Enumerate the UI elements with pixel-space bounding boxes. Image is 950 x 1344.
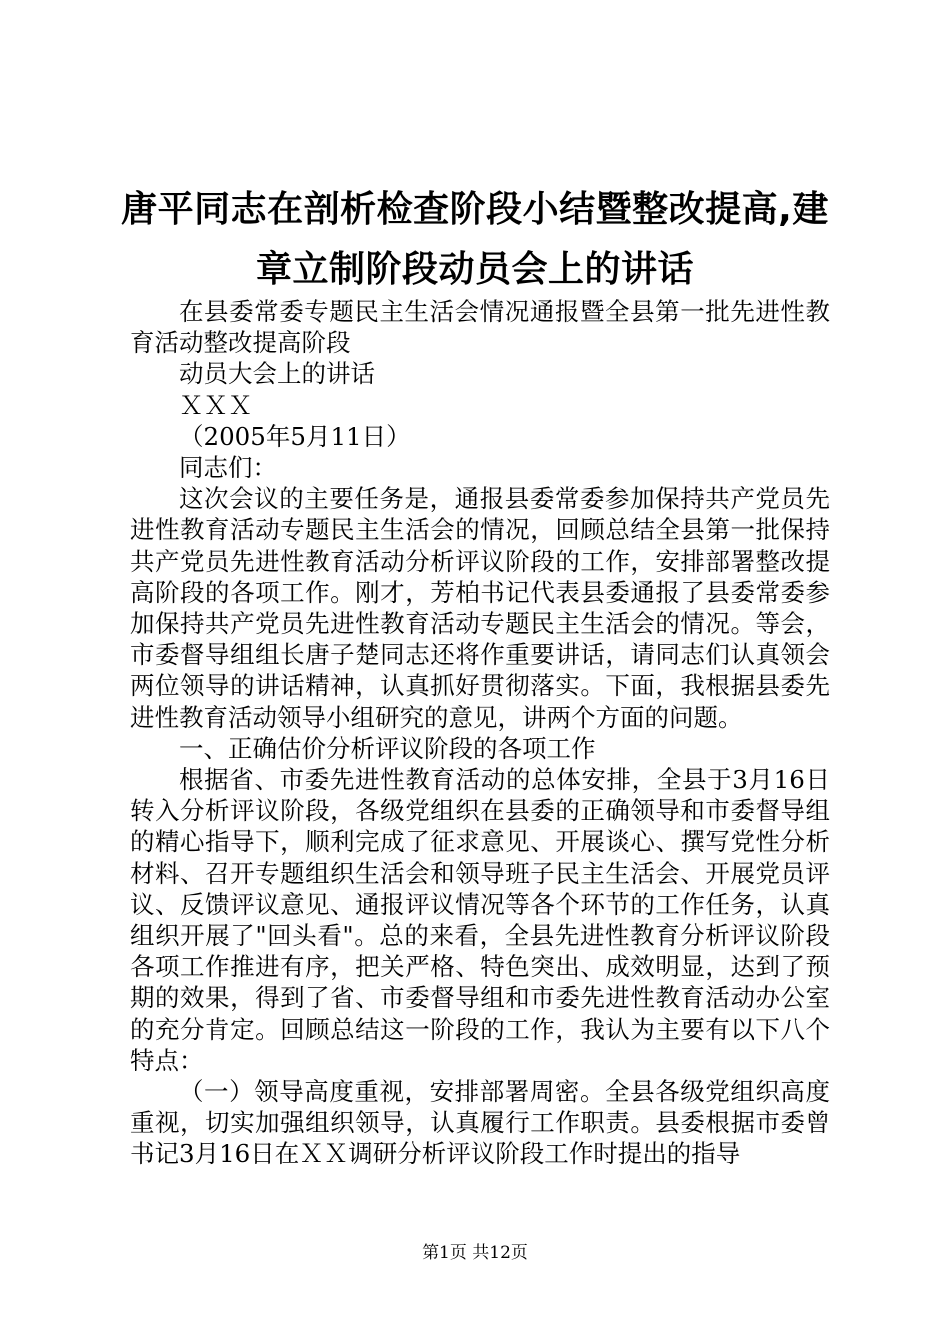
speaker-name: ＸＸＸ [179,390,253,420]
speech-date: （2005年5月11日） [179,421,411,451]
section-heading: 一、正确估价分析评议阶段的各项工作 [179,733,596,763]
body-paragraph: 根据省、市委先进性教育活动的总体安排，全县于3月16日转入分析评议阶段，各级党组织在县委的正确领导和市委督导组的精心指导下，顺利完成了征求意见、开展谈心、撰写党性分析材料、召开专题组织生活会和领导班子民主生活会、开展党员评议、反馈评议意见、通报评议情况等各个环节的工作任务，认真组织开展了"回头看"。总的来看，全县先进性教育分析评议阶段各项工作推进有序，把关严格、特色突出、成效明显，达到了预期的效果，得到了省、市委督导组和市委先进性教育活动办公室的充分肯定。回顾总结这一阶段的工作，我认为主要有以下八个特点： [130,765,830,1075]
speech-heading-continuation: 动员大会上的讲话 [179,359,375,389]
speech-heading-paragraph: 在县委常委专题民主生活会情况通报暨全县第一批先进性教育活动整改提高阶段 [130,297,830,358]
salutation: 同志们： [179,453,277,483]
document-title-line-1: 唐平同志在剖析检查阶段小结暨整改提高,建 [121,189,829,230]
page-number-footer: 第1页 共12页 [422,1243,528,1263]
body-paragraph: （一）领导高度重视，安排部署周密。全县各级党组织高度重视，切实加强组织领导，认真履行工作职责。县委根据市委曾书记3月16日在ＸＸ调研分析评议阶段工作时提出的指导 [130,1077,830,1169]
body-paragraph: 这次会议的主要任务是，通报县委常委参加保持共产党员先进性教育活动专题民主生活会的情况，回顾总结全县第一批保持共产党员先进性教育活动分析评议阶段的工作，安排部署整改提高阶段的各项工作。刚才，芳柏书记代表县委通报了县委常委参加保持共产党员先进性教育活动专题民主生活会的情况。等会，市委督导组组长唐子楚同志还将作重要讲话，请同志们认真领会两位领导的讲话精神，认真抓好贯彻落实。下面，我根据县委先进性教育活动领导小组研究的意见，讲两个方面的问题。 [130,484,830,732]
document-title-line-2: 章立制阶段动员会上的讲话 [255,249,694,290]
document-body [130,296,830,1170]
